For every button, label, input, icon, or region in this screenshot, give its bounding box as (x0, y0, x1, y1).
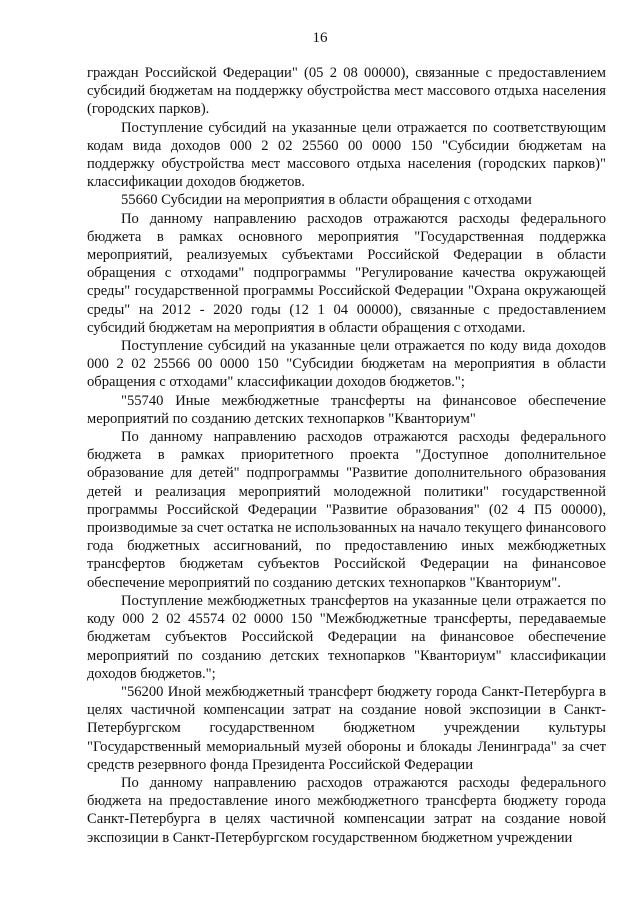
paragraph-55740-expenses: По данному направлению расходов отражаются расходы федерального бюджета в рамках приоритетного проекта "Доступное дополнительное образование для детей" подпрограммы "Развитие дополнительного образования детей и реализация мероприятий молодежной политики" государственной программы Российской Федерации "Развитие образования" (02 4 П5 00000), производимые за счет остатка не использованных на начало текущего финансового года бюджетных ассигнований, по предоставлению иных межбюджетных трансфертов бюджетам субъектов Российской Федерации на финансовое обеспечение мероприятий по созданию детских технопарков "Кванториум". (87, 429, 607, 591)
paragraph-parks-continuation: граждан Российской Федерации" (05 2 08 00000), связанные с предоставлением субсидий бюджетам на поддержку обустройства мест массового отдыха населения (городских парков). (87, 65, 606, 118)
paragraph-55660-expenses: По данному направлению расходов отражаются расходы федерального бюджета в рамках основного мероприятия "Государственная поддержка мероприятий, реализуемых субъектами Российской Федерации в области обращения с отходами" подпрограммы "Регулирование качества окружающей среды" государственной программы Российской Федерации "Охрана окружающей среды" на 2012 - 2020 годы (12 1 04 00000), связанные с предоставлением субсидий бюджетам на мероприятия в области обращения с отходами. (87, 210, 606, 336)
heading-55660: 55660 Субсидии на мероприятия в области обращения с отходами (121, 192, 532, 209)
paragraph-56200-expenses: По данному направлению расходов отражаются расходы федерального бюджета на предоставление иного межбюджетного трансферта бюджету города Санкт-Петербурга в целях частичной компенсации затрат на создание новой экспозиции в Санкт-Петербургском государственном бюджетном учреждении (87, 774, 606, 846)
heading-56200: "56200 Иной межбюджетный трансферт бюджету города Санкт-Петербурга в целях частичной компенсации затрат на создание новой экспозиции в Санкт-Петербургском государственном бюджетном учреждении культуры "Государственный мемориальный музей обороны и блокады Ленинграда" за счет средств резервного фонда Президента Российской Федерации (87, 683, 606, 773)
paragraph-parks-revenue: Поступление субсидий на указанные цели отражается по соответствующим кодам вида доходов 000 2 02 25560 00 0000 150 "Субсидии бюджетам на поддержку обустройства мест массового отдыха населения (городских парков)" классификации доходов бюджетов. (87, 119, 606, 191)
heading-55740: "55740 Иные межбюджетные трансферты на финансовое обеспечение мероприятий по созданию детских технопарков "Кванториум" (87, 392, 606, 427)
paragraph-55660-revenue: Поступление субсидий на указанные цели отражается по коду вида доходов 000 2 02 25566 00 0000 150 "Субсидии бюджетам на мероприятия в области обращения с отходами" классификации доходов бюджетов."; (87, 338, 606, 391)
document-body (87, 64, 606, 847)
page-number: 16 (312, 30, 328, 46)
paragraph-55740-revenue: Поступление межбюджетных трансфертов на указанные цели отражается по коду 000 2 02 45574 02 0000 150 "Межбюджетные трансферты, передаваемые бюджетам субъектов Российской Федерации на финансовое обеспечение мероприятий по созданию детских технопарков "Кванториум" классификации доходов бюджетов."; (87, 592, 606, 682)
